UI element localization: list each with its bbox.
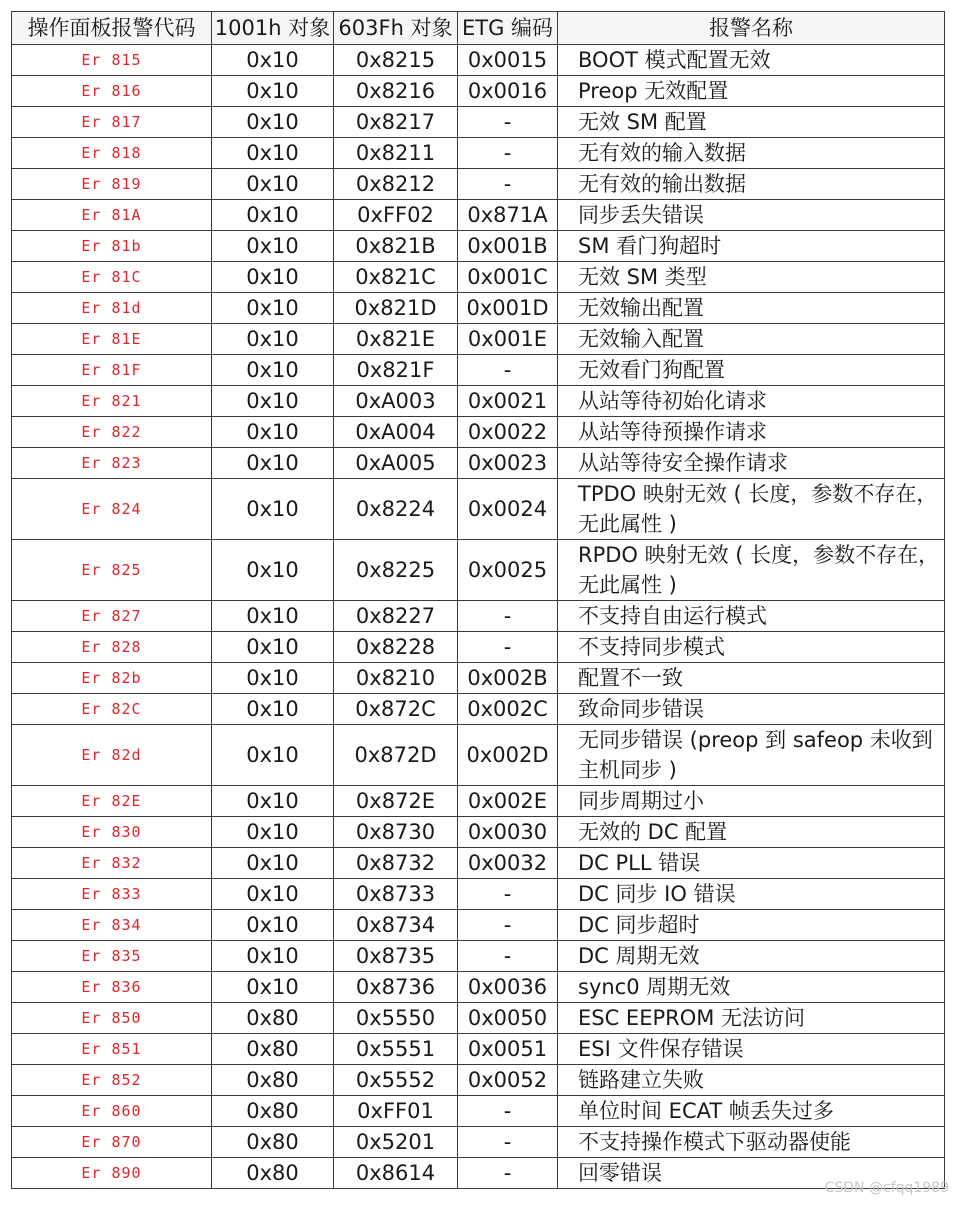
- object-1001h-value: 0x10: [212, 601, 334, 632]
- object-603fh-value: 0x8227: [334, 601, 458, 632]
- alarm-code: Er 82b: [12, 663, 212, 694]
- etg-code: 0x001D: [458, 293, 558, 324]
- table-row: [12, 540, 945, 601]
- alarm-code: Er 825: [12, 540, 212, 601]
- object-603fh-value: 0xA004: [334, 417, 458, 448]
- alarm-name: 无效输入配置: [558, 324, 945, 355]
- object-1001h-value: 0x80: [212, 1003, 334, 1034]
- object-603fh-value: 0x821F: [334, 355, 458, 386]
- object-1001h-value: 0x80: [212, 1127, 334, 1158]
- object-603fh-value: 0x8212: [334, 169, 458, 200]
- object-603fh-value: 0x5551: [334, 1034, 458, 1065]
- object-603fh-value: 0x8734: [334, 910, 458, 941]
- table-row: [12, 941, 945, 972]
- object-1001h-value: 0x10: [212, 76, 334, 107]
- alarm-code: Er 835: [12, 941, 212, 972]
- alarm-name: 同步丢失错误: [558, 200, 945, 231]
- table-row: [12, 601, 945, 632]
- object-1001h-value: 0x80: [212, 1065, 334, 1096]
- alarm-name: TPDO 映射无效 ( 长度，参数不存在，无此属性 ): [558, 479, 945, 540]
- alarm-name: 链路建立失败: [558, 1065, 945, 1096]
- alarm-name: ESC EEPROM 无法访问: [558, 1003, 945, 1034]
- etg-code: -: [458, 355, 558, 386]
- table-row: [12, 386, 945, 417]
- alarm-code: Er 821: [12, 386, 212, 417]
- etg-code: -: [458, 632, 558, 663]
- object-1001h-value: 0x10: [212, 417, 334, 448]
- object-1001h-value: 0x10: [212, 725, 334, 786]
- etg-code: 0x0032: [458, 848, 558, 879]
- object-1001h-value: 0x80: [212, 1158, 334, 1189]
- table-row: [12, 663, 945, 694]
- alarm-code: Er 836: [12, 972, 212, 1003]
- alarm-name: 无效 SM 类型: [558, 262, 945, 293]
- etg-code: 0x002E: [458, 786, 558, 817]
- table-row: [12, 1065, 945, 1096]
- object-603fh-value: 0xFF01: [334, 1096, 458, 1127]
- alarm-code: Er 852: [12, 1065, 212, 1096]
- object-1001h-value: 0x10: [212, 479, 334, 540]
- table-row: [12, 479, 945, 540]
- alarm-name: SM 看门狗超时: [558, 231, 945, 262]
- object-1001h-value: 0x10: [212, 972, 334, 1003]
- object-603fh-value: 0x872C: [334, 694, 458, 725]
- alarm-name: 从站等待安全操作请求: [558, 448, 945, 479]
- alarm-code: Er 82C: [12, 694, 212, 725]
- object-1001h-value: 0x80: [212, 1096, 334, 1127]
- etg-code: -: [458, 910, 558, 941]
- etg-code: -: [458, 138, 558, 169]
- table-row: [12, 694, 945, 725]
- etg-code: 0x0051: [458, 1034, 558, 1065]
- alarm-code: Er 823: [12, 448, 212, 479]
- etg-code: 0x0024: [458, 479, 558, 540]
- table-row: [12, 324, 945, 355]
- table-row: [12, 786, 945, 817]
- table-row: [12, 262, 945, 293]
- object-1001h-value: 0x10: [212, 540, 334, 601]
- alarm-code: Er 819: [12, 169, 212, 200]
- alarm-name: 无有效的输入数据: [558, 138, 945, 169]
- alarm-name: 从站等待预操作请求: [558, 417, 945, 448]
- alarm-code: Er 833: [12, 879, 212, 910]
- table-row: [12, 293, 945, 324]
- object-1001h-value: 0x10: [212, 262, 334, 293]
- object-1001h-value: 0x10: [212, 448, 334, 479]
- alarm-name: DC PLL 错误: [558, 848, 945, 879]
- etg-code: 0x871A: [458, 200, 558, 231]
- alarm-name: DC 同步 IO 错误: [558, 879, 945, 910]
- etg-code: 0x001B: [458, 231, 558, 262]
- object-603fh-value: 0x8735: [334, 941, 458, 972]
- object-603fh-value: 0x8228: [334, 632, 458, 663]
- alarm-name: 无效看门狗配置: [558, 355, 945, 386]
- header-panel-code: 操作面板报警代码: [12, 12, 212, 45]
- alarm-name: Preop 无效配置: [558, 76, 945, 107]
- watermark: CSDN @cfqq1989: [824, 1180, 949, 1196]
- object-1001h-value: 0x10: [212, 848, 334, 879]
- alarm-code: Er 81A: [12, 200, 212, 231]
- alarm-name: 不支持自由运行模式: [558, 601, 945, 632]
- alarm-code: Er 860: [12, 1096, 212, 1127]
- alarm-code: Er 81b: [12, 231, 212, 262]
- alarm-code: Er 817: [12, 107, 212, 138]
- etg-code: 0x002C: [458, 694, 558, 725]
- table-row: [12, 632, 945, 663]
- object-603fh-value: 0x8216: [334, 76, 458, 107]
- etg-code: -: [458, 1158, 558, 1189]
- etg-code: -: [458, 1096, 558, 1127]
- alarm-name: 无同步错误 (preop 到 safeop 未收到主机同步 ): [558, 725, 945, 786]
- etg-code: -: [458, 879, 558, 910]
- table-row: [12, 448, 945, 479]
- table-row: [12, 848, 945, 879]
- etg-code: -: [458, 169, 558, 200]
- etg-code: 0x001E: [458, 324, 558, 355]
- alarm-code: Er 830: [12, 817, 212, 848]
- object-1001h-value: 0x10: [212, 910, 334, 941]
- table-row: [12, 138, 945, 169]
- etg-code: -: [458, 941, 558, 972]
- alarm-code: Er 870: [12, 1127, 212, 1158]
- etg-code: 0x0052: [458, 1065, 558, 1096]
- object-1001h-value: 0x10: [212, 324, 334, 355]
- alarm-name: 无效的 DC 配置: [558, 817, 945, 848]
- alarm-code: Er 828: [12, 632, 212, 663]
- alarm-name: DC 同步超时: [558, 910, 945, 941]
- alarm-name: 从站等待初始化请求: [558, 386, 945, 417]
- table-row: [12, 169, 945, 200]
- table-row: [12, 107, 945, 138]
- alarm-code: Er 82E: [12, 786, 212, 817]
- etg-code: -: [458, 107, 558, 138]
- table-row: [12, 972, 945, 1003]
- alarm-code: Er 81E: [12, 324, 212, 355]
- header-603fh: 603Fh 对象: [334, 12, 458, 45]
- alarm-code: Er 82d: [12, 725, 212, 786]
- object-603fh-value: 0x821C: [334, 262, 458, 293]
- object-603fh-value: 0x8225: [334, 540, 458, 601]
- alarm-name: DC 周期无效: [558, 941, 945, 972]
- object-603fh-value: 0x8736: [334, 972, 458, 1003]
- table-row: [12, 1096, 945, 1127]
- alarm-name: 无效 SM 配置: [558, 107, 945, 138]
- object-603fh-value: 0x5550: [334, 1003, 458, 1034]
- alarm-code: Er 818: [12, 138, 212, 169]
- alarm-name: 单位时间 ECAT 帧丢失过多: [558, 1096, 945, 1127]
- alarm-code: Er 851: [12, 1034, 212, 1065]
- object-1001h-value: 0x10: [212, 786, 334, 817]
- object-603fh-value: 0x8210: [334, 663, 458, 694]
- etg-code: 0x0030: [458, 817, 558, 848]
- alarm-code: Er 824: [12, 479, 212, 540]
- object-1001h-value: 0x10: [212, 663, 334, 694]
- alarm-name: 无有效的输出数据: [558, 169, 945, 200]
- object-603fh-value: 0x872D: [334, 725, 458, 786]
- alarm-name: 配置不一致: [558, 663, 945, 694]
- object-603fh-value: 0xA003: [334, 386, 458, 417]
- etg-code: 0x0050: [458, 1003, 558, 1034]
- alarm-name: RPDO 映射无效 ( 长度，参数不存在，无此属性 ): [558, 540, 945, 601]
- table-row: [12, 76, 945, 107]
- alarm-name: 同步周期过小: [558, 786, 945, 817]
- object-1001h-value: 0x10: [212, 200, 334, 231]
- alarm-name: 无效输出配置: [558, 293, 945, 324]
- object-603fh-value: 0x8730: [334, 817, 458, 848]
- table-body: [12, 45, 945, 1189]
- alarm-code: Er 81F: [12, 355, 212, 386]
- header-etg: ETG 编码: [458, 12, 558, 45]
- object-603fh-value: 0x8211: [334, 138, 458, 169]
- etg-code: 0x0022: [458, 417, 558, 448]
- alarm-name: 不支持操作模式下驱动器使能: [558, 1127, 945, 1158]
- object-603fh-value: 0x8224: [334, 479, 458, 540]
- header-1001h: 1001h 对象: [212, 12, 334, 45]
- table-row: [12, 725, 945, 786]
- object-603fh-value: 0x872E: [334, 786, 458, 817]
- alarm-name: BOOT 模式配置无效: [558, 45, 945, 76]
- object-603fh-value: 0x5201: [334, 1127, 458, 1158]
- etg-code: 0x002B: [458, 663, 558, 694]
- etg-code: 0x0025: [458, 540, 558, 601]
- alarm-code: Er 816: [12, 76, 212, 107]
- etg-code: 0x001C: [458, 262, 558, 293]
- alarm-code: Er 834: [12, 910, 212, 941]
- alarm-table: [11, 11, 945, 1189]
- header-row: [12, 12, 945, 45]
- object-603fh-value: 0x821B: [334, 231, 458, 262]
- object-603fh-value: 0x821E: [334, 324, 458, 355]
- table-row: [12, 1158, 945, 1189]
- alarm-code: Er 81C: [12, 262, 212, 293]
- alarm-code: Er 832: [12, 848, 212, 879]
- object-1001h-value: 0x10: [212, 169, 334, 200]
- etg-code: -: [458, 601, 558, 632]
- table-row: [12, 1034, 945, 1065]
- object-603fh-value: 0x5552: [334, 1065, 458, 1096]
- header-alarm-name: 报警名称: [558, 12, 945, 45]
- alarm-name: 不支持同步模式: [558, 632, 945, 663]
- object-1001h-value: 0x10: [212, 632, 334, 663]
- object-603fh-value: 0x8733: [334, 879, 458, 910]
- object-1001h-value: 0x10: [212, 45, 334, 76]
- table-row: [12, 817, 945, 848]
- etg-code: 0x0036: [458, 972, 558, 1003]
- alarm-code: Er 822: [12, 417, 212, 448]
- object-1001h-value: 0x80: [212, 1034, 334, 1065]
- table-row: [12, 910, 945, 941]
- alarm-code: Er 850: [12, 1003, 212, 1034]
- etg-code: 0x0015: [458, 45, 558, 76]
- object-1001h-value: 0x10: [212, 817, 334, 848]
- alarm-code: Er 815: [12, 45, 212, 76]
- table-row: [12, 200, 945, 231]
- etg-code: 0x0021: [458, 386, 558, 417]
- table-row: [12, 355, 945, 386]
- object-603fh-value: 0x821D: [334, 293, 458, 324]
- table-row: [12, 417, 945, 448]
- alarm-name: sync0 周期无效: [558, 972, 945, 1003]
- alarm-name: ESI 文件保存错误: [558, 1034, 945, 1065]
- object-1001h-value: 0x10: [212, 941, 334, 972]
- object-1001h-value: 0x10: [212, 138, 334, 169]
- alarm-name: 回零错误: [558, 1158, 945, 1189]
- object-1001h-value: 0x10: [212, 694, 334, 725]
- alarm-code: Er 827: [12, 601, 212, 632]
- object-603fh-value: 0x8215: [334, 45, 458, 76]
- object-1001h-value: 0x10: [212, 386, 334, 417]
- alarm-code: Er 81d: [12, 293, 212, 324]
- etg-code: 0x002D: [458, 725, 558, 786]
- object-1001h-value: 0x10: [212, 293, 334, 324]
- etg-code: -: [458, 1127, 558, 1158]
- table-row: [12, 231, 945, 262]
- table-row: [12, 45, 945, 76]
- object-603fh-value: 0xFF02: [334, 200, 458, 231]
- object-603fh-value: 0x8217: [334, 107, 458, 138]
- object-603fh-value: 0x8614: [334, 1158, 458, 1189]
- table-row: [12, 879, 945, 910]
- object-1001h-value: 0x10: [212, 231, 334, 262]
- etg-code: 0x0023: [458, 448, 558, 479]
- object-603fh-value: 0x8732: [334, 848, 458, 879]
- alarm-code: Er 890: [12, 1158, 212, 1189]
- object-603fh-value: 0xA005: [334, 448, 458, 479]
- object-1001h-value: 0x10: [212, 879, 334, 910]
- table-row: [12, 1003, 945, 1034]
- table-row: [12, 1127, 945, 1158]
- etg-code: 0x0016: [458, 76, 558, 107]
- object-1001h-value: 0x10: [212, 107, 334, 138]
- object-1001h-value: 0x10: [212, 355, 334, 386]
- alarm-name: 致命同步错误: [558, 694, 945, 725]
